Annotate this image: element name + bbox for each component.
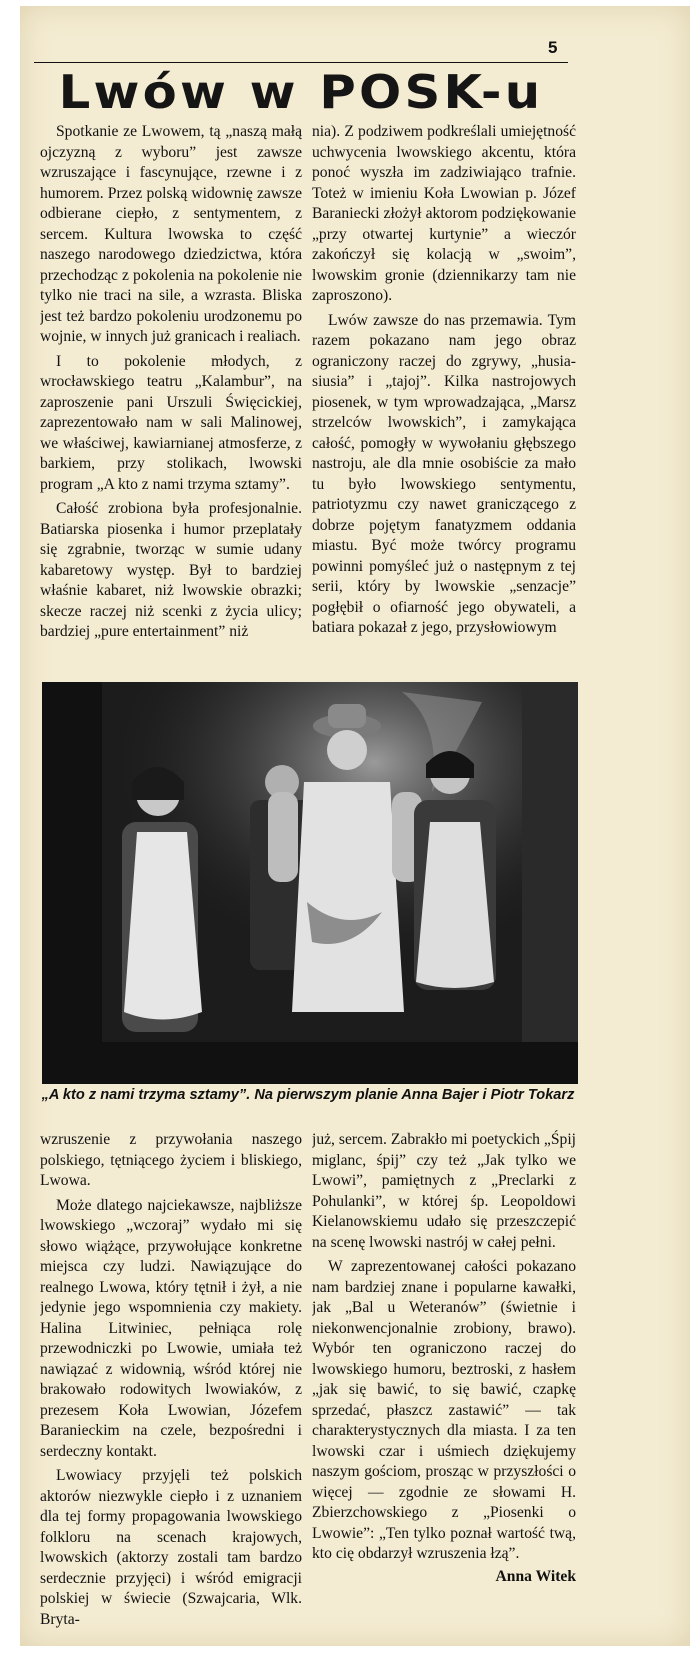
paragraph: już, sercem. Zabrakło mi poetyckich „Śpij miglanc, śpij” czy też „Jak tylko we Lwowi”, pamiętnych z „Preclarki z Pohulanki”, w której śp. Leopoldowi Kielanowskiemu udało się przeszczepić na scenę lwowski nastrój w całej pełni. — [312, 1131, 576, 1251]
paragraph: Lwów zawsze do nas przemawia. Tym razem pokazano nam jego obraz ograniczony raczej do zgrywy, „husia-siusia” i „tajoj”. Kilka nastrojowych piosenek, w tym wprowadzająca, „Marsz strzelców lwowskich”, i zamykająca całość, pomogły w wywołaniu głębszego nastroju, ale dla mnie osobiście za mało tu było lwowskiego sentymentu, patriotyzmu czy nawet graniczącego z dobrze pojętym fanatyzmem oddania miastu. Być może twórcy programu powinni pomyśleć już o następnym z tej serii, który by lwowskie „senzacje” pogłębił o ofiarność jego obywateli, a batiara pokazał z jego, przysłowiowym — [312, 311, 576, 636]
paragraph: W zaprezentowanej całości pokazano nam bardziej znane i popularne kawałki, jak „Bal u Weteranów” (świetnie i niekonwencjonalnie zrobiony, brawo). Wybór ten ograniczono raczej do lwowskiego humoru, beztroski, z hasłem „jak się bawić, to się bawić, czapkę sprzedać, płaszcz zastawić” — tak charakterystycznych dla miasta. I za ten lwowski czar i uśmiech dziękujemy naszym gościom, prosząc w przyszłości o więcej — zgodnie ze słowami H. Zbierzchowskiego z „Piosenki o Lwowie”: „Ten tylko poznał wartość twą, kto cię obdarzył wzruszenia łzą”. — [312, 1258, 576, 1562]
article-column-4 — [312, 1130, 576, 1630]
top-rule — [34, 62, 568, 63]
page-number: 5 — [548, 38, 558, 57]
paragraph: Całość zrobiona była profesjonalnie. Batiarska piosenka i humor przeplatały się zgrabnie, tworząc w sumie udany kabaretowy występ. Był to bardziej właśnie kabaret, niż lwowskie obrazki; skecze raczej niż scenki z życia ulicy; bardziej „pure entertainment” niż — [40, 500, 302, 640]
paragraph: nia). Z podziwem podkreślali umiejętność uchwycenia lwowskiego akcentu, która ponoć wyszła im zadziwiająco trafnie. Toteż w imieniu Koła Lwowian p. Józef Baraniecki złożył aktorom podziękowanie „przy otwartej kurtynie” a wieczór zakończył się kolacją w „swoim”, lwowskim gronie (dziennikarzy tam nie zaproszono). — [312, 123, 576, 304]
author-byline: Anna Witek — [495, 1567, 576, 1585]
paragraph: Lwowiacy przyjęli też polskich aktorów niezwykle ciepło i z uznaniem dla tej formy propagowania lwowskiego folkloru na scenach krajowych, lwowskich (aktorzy zostali tam bardzo serdecznie przyjęci) i wśród emigracji polskiej w świecie (Szwajcaria, Wlk. Bryta- — [40, 1467, 302, 1628]
article-column-3 — [40, 1130, 302, 1630]
stage-photo-illustration — [42, 682, 578, 1084]
photo-caption: „A kto z nami trzyma sztamy”. Na pierwszym planie Anna Bajer i Piotr Tokarz — [41, 1087, 575, 1103]
article-column-1 — [40, 122, 302, 680]
article-headline: Lwów w POSK-u — [58, 65, 544, 119]
paragraph: wzruszenie z przywołania naszego polskiego, tętniącego życiem i bliskiego, Lwowa. — [40, 1131, 302, 1189]
paragraph: Spotkanie ze Lwowem, tą „naszą małą ojczyzną z wyboru” jest zawsze wzruszające i fascynujące, rzewne i z humorem. Przez polską widownię zawsze odbierane ciepło, z sentymentem, z sercem. Kultura lwowska to część naszego narodowego dziedzictwa, która przechodząc z pokolenia na pokolenie nie tylko nie traci na sile, a wzrasta. Bliska jest też bardzo pokoleniu urodzonemu po wojnie, w innych już granicach i realiach. — [40, 123, 302, 345]
paragraph: I to pokolenie młodych, z wrocławskiego teatru „Kalambur”, na zaproszenie pani Urszuli Święcickiej, zaprezentowało nam w sali Malinowej, we właściwej, kawiarnianej atmosferze, z barkiem, przy stolikach, lwowski program „A kto z nami trzyma sztamy”. — [40, 352, 302, 493]
paragraph: Może dlatego najciekawsze, najbliższe lwowskiego „wczoraj” wydało mi się słowo wiążące, przywołujące konkretne miejsca czy ludzi. Nawiązujące do realnego Lwowa, który tętnił i żył, a nie jedynie jego wspomnienia czy makiety. Halina Litwiniec, pełniąca rolę przewodniczki po Lwowie, umiała też nawiązać z widownią, wśród której nie brakowało rodowitych lwowiaków, z prezesem Koła Lwowian, Józefem Baranieckim na czele, bezpośredni i serdeczny kontakt. — [40, 1196, 302, 1460]
article-column-2 — [312, 122, 576, 680]
stage-photo — [42, 682, 578, 1084]
